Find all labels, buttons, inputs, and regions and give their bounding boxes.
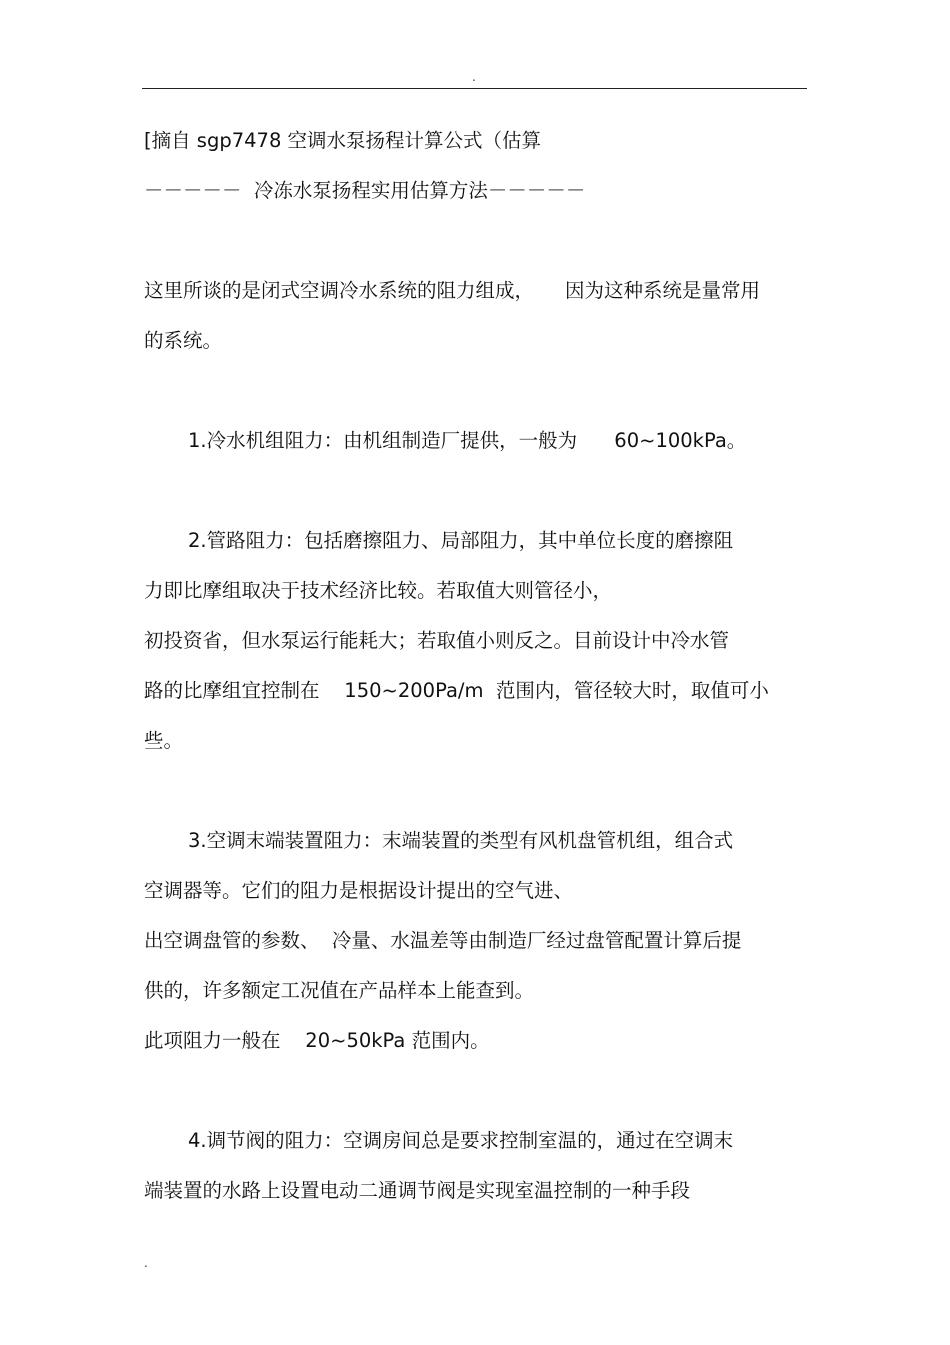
item-3-line-3: 出空调盘管的参数、 冷量、水温差等由制造厂经过盘管配置计算后提 (144, 929, 742, 952)
footer-mark: . (144, 1256, 148, 1270)
intro-line-2: 的系统。 (144, 329, 223, 352)
header-mark: . (472, 70, 476, 84)
title-line-1: [摘自 sgp7478 空调水泵扬程计算公式（估算 (144, 129, 542, 152)
item-3-line-4: 供的，许多额定工况值在产品样本上能查到。 (144, 979, 535, 1002)
item-2-line-2: 力即比摩组取决于技术经济比较。若取值大则管径小， (144, 579, 613, 602)
title-line-2: －－－－－ 冷冻水泵扬程实用估算方法－－－－－ (144, 179, 586, 202)
item-1-line-1: 1.冷水机组阻力：由机组制造厂提供，一般为 60~100kPa。 (188, 429, 747, 452)
item-3-line-1: 3.空调末端装置阻力：末端装置的类型有风机盘管机组，组合式 (188, 829, 734, 852)
item-3-line-2: 空调器等。它们的阻力是根据设计提出的空气进、 (144, 879, 574, 902)
item-4-line-2: 端装置的水路上设置电动二通调节阀是实现室温控制的一种手段 (144, 1179, 691, 1202)
header-rule (142, 88, 807, 89)
item-4-line-1: 4.调节阀的阻力：空调房间总是要求控制室温的，通过在空调末 (188, 1129, 734, 1152)
item-2-line-1: 2.管路阻力：包括磨擦阻力、局部阻力，其中单位长度的磨擦阻 (188, 529, 734, 552)
item-3-line-5: 此项阻力一般在 20~50kPa 范围内。 (144, 1029, 490, 1052)
item-2-line-4: 路的比摩组宜控制在 150~200Pa/m 范围内，管径较大时，取值可小 (144, 679, 769, 702)
item-2-line-5: 些。 (144, 729, 184, 752)
intro-line-1: 这里所谈的是闭式空调冷水系统的阻力组成， 因为这种系统是量常用 (144, 279, 760, 302)
item-2-line-3: 初投资省，但水泵运行能耗大；若取值小则反之。目前设计中冷水管 (144, 629, 730, 652)
